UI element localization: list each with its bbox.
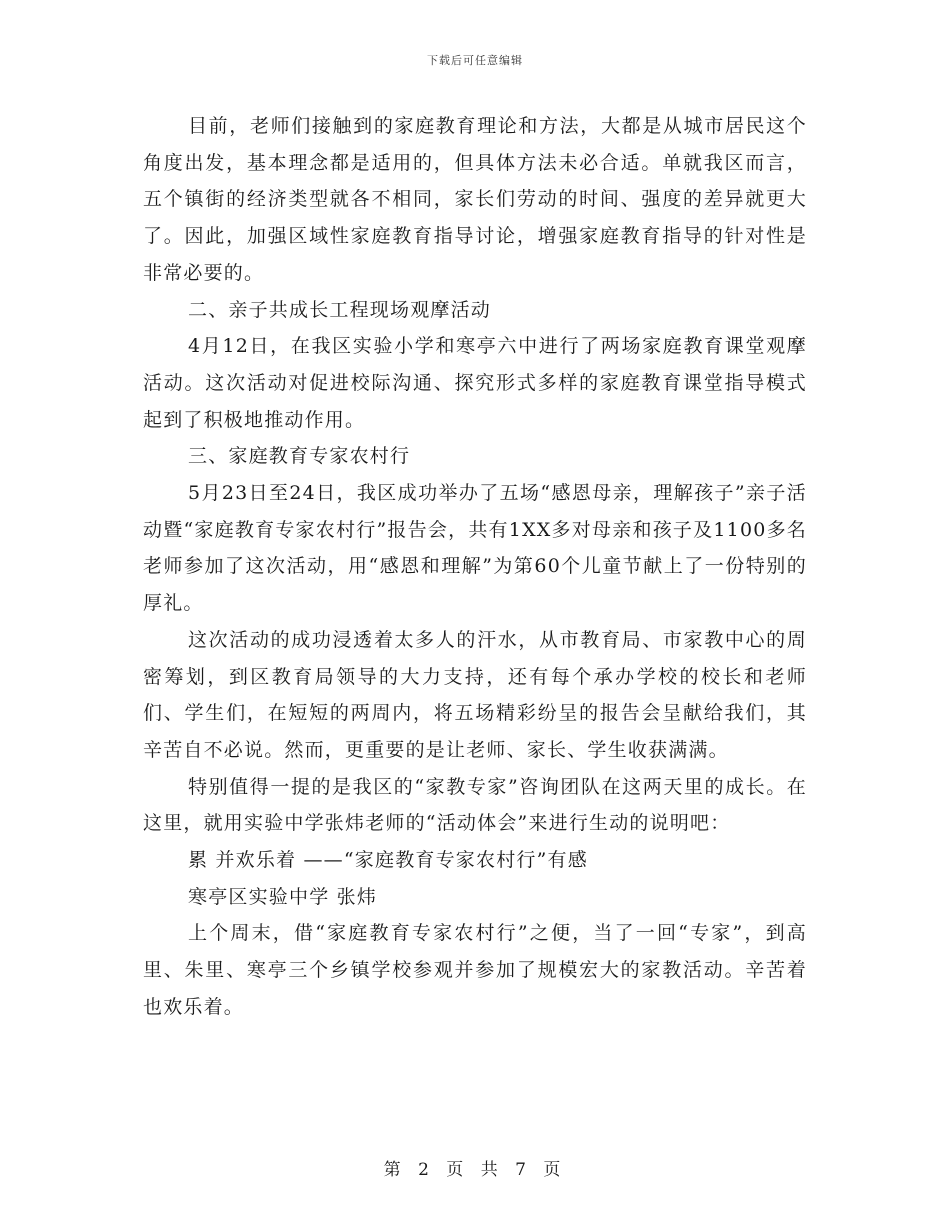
paragraph-team: 特别值得一提的是我区的“家教专家”咨询团队在这两天里的成长。在这里，就用实验中学张炜老师的“活动体会”来进行生动的说明吧： — [143, 775, 807, 835]
section-heading-3: 三、家庭教育专家农村行 — [188, 445, 411, 468]
paragraph-success: 这次活动的成功浸透着太多人的汗水，从市教育局、市家教中心的周密筹划，到区教育局领导的大力支持，还有每个承办学校的校长和老师们、学生们，在短短的两周内，将五场精彩纷呈的报告会呈献给我们，其辛苦自不必说。然而，更重要的是让老师、家长、学生收获满满。 — [143, 628, 807, 761]
paragraph-intro: 目前，老师们接触到的家庭教育理论和方法，大都是从城市居民这个角度出发，基本理念都是适用的，但具体方法未必合适。单就我区而言，五个镇街的经济类型就各不相同，家长们劳动的时间、强度的差异就更大了。因此，加强区域性家庭教育指导讨论，增强家庭教育指导的针对性是非常必要的。 — [143, 115, 807, 284]
essay-title: 累 并欢乐着 ——“家庭教育专家农村行”有感 — [188, 849, 588, 872]
page-header: 下载后可任意编辑 — [427, 54, 523, 67]
essay-author: 寒亭区实验中学 张炜 — [188, 885, 378, 908]
paragraph-observation: 4月12日，在我区实验小学和寒亭六中进行了两场家庭教育课堂观摩活动。这次活动对促进校际沟通、探究形式多样的家庭教育课堂指导模式起到了积极地推动作用。 — [143, 335, 807, 431]
page-footer: 第 2 页 共 7 页 — [383, 1160, 567, 1180]
document-body — [143, 108, 807, 1026]
section-heading-2: 二、亲子共成长工程现场观摩活动 — [188, 298, 492, 321]
paragraph-event: 5月23日至24日，我区成功举办了五场“感恩母亲，理解孩子”亲子活动暨“家庭教育专家农村行”报告会，共有1XX多对母亲和孩子及1100多名老师参加了这次活动，用“感恩和理解”为第60个儿童节献上了一份特别的厚礼。 — [143, 482, 807, 615]
paragraph-weekend: 上个周末，借“家庭教育专家农村行”之便，当了一回“专家”，到高里、朱里、寒亭三个乡镇学校参观并参加了规模宏大的家教活动。辛苦着也欢乐着。 — [143, 922, 807, 1018]
